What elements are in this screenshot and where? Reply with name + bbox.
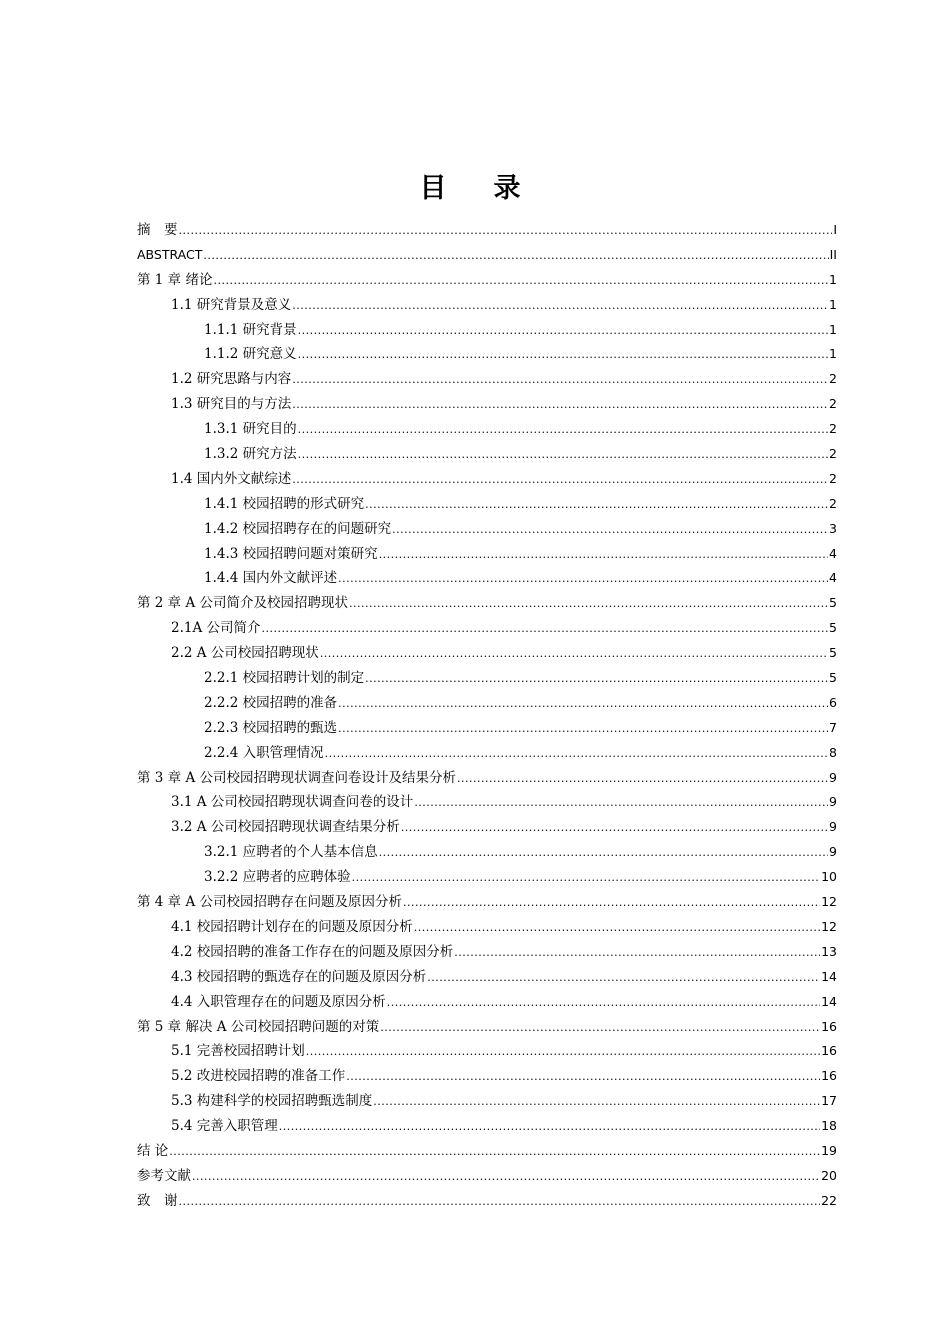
toc-entry[interactable]	[137, 741, 837, 766]
toc-entry-label: 1.2 研究思路与内容	[171, 371, 292, 388]
toc-entry[interactable]	[137, 890, 837, 915]
toc-entry[interactable]	[137, 815, 837, 840]
toc-entry-label: 1.3 研究目的与方法	[171, 396, 292, 413]
toc-entry[interactable]	[137, 616, 837, 641]
toc-entry-page-number: 5	[829, 595, 837, 611]
toc-entry[interactable]	[137, 965, 837, 990]
toc-entry-label: 5.1 完善校园招聘计划	[171, 1043, 305, 1060]
toc-entry-label: 1.4.2 校园招聘存在的问题研究	[204, 520, 392, 537]
toc-entry-page-number: 16	[821, 1018, 837, 1034]
toc-entry[interactable]	[137, 716, 837, 741]
toc-entry-page-number: 2	[829, 396, 837, 412]
toc-dot-leader	[352, 866, 820, 891]
toc-dot-leader	[338, 567, 828, 592]
toc-entry-label: 5.3 构建科学的校园招聘甄选制度	[171, 1093, 373, 1110]
toc-entry-page-number: 12	[821, 894, 837, 910]
toc-title: 目 录	[419, 173, 531, 204]
toc-dot-leader	[427, 966, 820, 991]
toc-dot-leader	[349, 592, 828, 617]
toc-entry-label: 2.2 A 公司校园招聘现状	[171, 645, 319, 662]
toc-entry-label: 1.1.2 研究意义	[204, 346, 297, 363]
toc-entry-page-number: 10	[821, 869, 837, 885]
toc-dot-leader	[346, 1065, 820, 1090]
toc-entry-page-number: 2	[829, 421, 837, 437]
toc-entry-label: 致 谢	[137, 1192, 178, 1209]
toc-dot-leader	[298, 443, 828, 468]
toc-entry-page-number: 14	[821, 968, 837, 984]
toc-entry[interactable]	[137, 293, 837, 318]
toc-entry-page-number: 1	[829, 271, 837, 287]
toc-dot-leader	[325, 742, 828, 767]
toc-dot-leader	[373, 1090, 820, 1115]
toc-entry[interactable]	[137, 1064, 837, 1089]
toc-dot-leader	[365, 667, 828, 692]
toc-entry[interactable]	[137, 1039, 837, 1064]
toc-entry[interactable]	[137, 268, 837, 293]
toc-entry-label: 1.4 国内外文献综述	[171, 470, 292, 487]
toc-entry-label: 第 4 章 A 公司校园招聘存在问题及原因分析	[137, 894, 403, 911]
toc-dot-leader	[213, 269, 828, 294]
toc-entry-label: 4.1 校园招聘计划存在的问题及原因分析	[171, 918, 413, 935]
toc-entry[interactable]	[137, 666, 837, 691]
toc-entry-page-number: 7	[829, 719, 837, 735]
toc-entry-label: 4.2 校园招聘的准备工作存在的问题及原因分析	[171, 943, 454, 960]
toc-entry-page-number: 9	[829, 844, 837, 860]
toc-dot-leader	[387, 991, 820, 1016]
toc-entry-page-number: 18	[821, 1118, 837, 1134]
toc-dot-leader	[292, 368, 828, 393]
toc-dot-leader	[298, 418, 828, 443]
toc-entry[interactable]	[137, 1189, 837, 1214]
toc-entry[interactable]	[137, 1114, 837, 1139]
toc-dot-leader	[203, 244, 828, 269]
toc-dot-leader	[403, 891, 820, 916]
toc-entry-page-number: 20	[821, 1167, 837, 1183]
toc-entry[interactable]	[137, 865, 837, 890]
toc-entry-page-number: 4	[829, 570, 837, 586]
toc-entry[interactable]	[137, 990, 837, 1015]
toc-entry[interactable]	[137, 218, 837, 243]
toc-entry-page-number: 5	[829, 620, 837, 636]
toc-entry-page-number: 2	[829, 470, 837, 486]
toc-entry-page-number: 2	[829, 495, 837, 511]
toc-dot-leader	[179, 1190, 821, 1215]
toc-entry-page-number: 19	[821, 1142, 837, 1158]
toc-dot-leader	[457, 767, 828, 792]
toc-entry-label: 5.4 完善入职管理	[171, 1118, 278, 1135]
toc-entry-label: 3.2.1 应聘者的个人基本信息	[204, 844, 378, 861]
toc-dot-leader	[338, 717, 828, 742]
toc-entry-page-number: 16	[821, 1043, 837, 1059]
toc-entry-page-number: 5	[829, 645, 837, 661]
toc-dot-leader	[338, 692, 828, 717]
toc-entry-page-number: 14	[821, 993, 837, 1009]
toc-dot-leader	[179, 219, 833, 244]
toc-entry-label: 1.4.1 校园招聘的形式研究	[204, 495, 365, 512]
toc-entry-page-number: 1	[829, 346, 837, 362]
toc-dot-leader	[169, 1140, 820, 1165]
toc-entry-label: 2.1A 公司简介	[171, 620, 261, 637]
toc-entry-page-number: 8	[829, 744, 837, 760]
toc-entry-label: 5.2 改进校园招聘的准备工作	[171, 1068, 346, 1085]
toc-dot-leader	[298, 319, 828, 344]
toc-entry-label: 4.4 入职管理存在的问题及原因分析	[171, 993, 386, 1010]
toc-entry[interactable]	[137, 517, 837, 542]
toc-entry-label: 2.2.2 校园招聘的准备	[204, 694, 338, 711]
toc-entry-label: 第 5 章 解决 A 公司校园招聘问题的对策	[137, 1018, 380, 1035]
toc-entry[interactable]	[137, 1089, 837, 1114]
toc-list	[137, 218, 837, 1214]
toc-entry-label: 第 2 章 A 公司简介及校园招聘现状	[137, 595, 349, 612]
toc-entry-page-number: 3	[829, 520, 837, 536]
toc-entry-page-number: 9	[829, 794, 837, 810]
toc-entry-label: 1.1.1 研究背景	[204, 321, 297, 338]
toc-entry[interactable]	[137, 1015, 837, 1040]
toc-entry[interactable]	[137, 840, 837, 865]
toc-entry-page-number: 5	[829, 670, 837, 686]
toc-dot-leader	[292, 294, 828, 319]
toc-entry[interactable]	[137, 243, 837, 268]
toc-entry-page-number: 16	[821, 1068, 837, 1084]
toc-entry-label: 1.1 研究背景及意义	[171, 296, 292, 313]
toc-dot-leader	[379, 841, 828, 866]
toc-entry[interactable]	[137, 566, 837, 591]
toc-entry-label: 1.4.4 国内外文献评述	[204, 570, 338, 587]
toc-entry[interactable]	[137, 591, 837, 616]
toc-entry-label: 2.2.3 校园招聘的甄选	[204, 719, 338, 736]
toc-entry[interactable]	[137, 641, 837, 666]
toc-entry-label: 1.3.1 研究目的	[204, 421, 297, 438]
toc-dot-leader	[379, 543, 828, 568]
toc-entry-page-number: 13	[821, 943, 837, 959]
toc-entry-label: 3.1 A 公司校园招聘现状调查问卷的设计	[171, 794, 414, 811]
toc-entry[interactable]	[137, 492, 837, 517]
toc-entry[interactable]	[137, 1164, 837, 1189]
toc-entry[interactable]	[137, 318, 837, 343]
toc-dot-leader	[279, 1115, 820, 1140]
toc-entry-page-number: 9	[829, 819, 837, 835]
toc-dot-leader	[262, 617, 829, 642]
toc-dot-leader	[365, 493, 828, 518]
toc-entry-page-number: 2	[829, 371, 837, 387]
toc-entry-page-number: II	[829, 246, 837, 262]
toc-entry-page-number: 1	[829, 321, 837, 337]
toc-entry-label: 2.2.1 校园招聘计划的制定	[204, 670, 365, 687]
toc-entry-label: 第 1 章 绪论	[137, 271, 213, 288]
toc-entry[interactable]	[137, 392, 837, 417]
toc-dot-leader	[320, 642, 828, 667]
toc-entry-label: 参考文献	[137, 1167, 191, 1184]
toc-entry-label: 第 3 章 A 公司校园招聘现状调查问卷设计及结果分析	[137, 769, 457, 786]
toc-entry-page-number: 9	[829, 769, 837, 785]
toc-entry[interactable]	[137, 915, 837, 940]
toc-dot-leader	[192, 1165, 820, 1190]
toc-entry[interactable]	[137, 417, 837, 442]
toc-dot-leader	[306, 1040, 820, 1065]
toc-entry[interactable]	[137, 342, 837, 367]
toc-dot-leader	[414, 791, 828, 816]
toc-entry-page-number: 1	[829, 296, 837, 312]
toc-dot-leader	[292, 393, 828, 418]
toc-entry-label: ABSTRACT	[137, 246, 203, 262]
toc-entry[interactable]	[137, 940, 837, 965]
toc-dot-leader	[298, 343, 828, 368]
toc-entry-label: 2.2.4 入职管理情况	[204, 744, 324, 761]
toc-entry-label: 3.2 A 公司校园招聘现状调查结果分析	[171, 819, 400, 836]
toc-dot-leader	[401, 816, 828, 841]
toc-entry-page-number: 2	[829, 446, 837, 462]
toc-entry[interactable]	[137, 542, 837, 567]
toc-entry-page-number: 4	[829, 545, 837, 561]
toc-dot-leader	[392, 518, 828, 543]
toc-entry[interactable]	[137, 691, 837, 716]
toc-entry-page-number: 12	[821, 918, 837, 934]
toc-entry-page-number: 22	[821, 1192, 837, 1208]
toc-entry[interactable]	[137, 467, 837, 492]
toc-dot-leader	[454, 941, 820, 966]
toc-entry[interactable]	[137, 790, 837, 815]
toc-entry-page-number: I	[833, 222, 837, 237]
toc-entry-page-number: 6	[829, 694, 837, 710]
toc-entry[interactable]	[137, 1139, 837, 1164]
toc-entry[interactable]	[137, 367, 837, 392]
toc-entry-label: 4.3 校园招聘的甄选存在的问题及原因分析	[171, 968, 427, 985]
toc-entry[interactable]	[137, 442, 837, 467]
toc-entry[interactable]	[137, 766, 837, 791]
toc-entry-label: 3.2.2 应聘者的应聘体验	[204, 869, 351, 886]
toc-entry-label: 结 论	[137, 1142, 169, 1159]
toc-entry-label: 1.3.2 研究方法	[204, 446, 297, 463]
toc-entry-label: 摘 要	[137, 222, 178, 238]
toc-dot-leader	[292, 468, 828, 493]
toc-dot-leader	[414, 916, 820, 941]
toc-entry-page-number: 17	[821, 1093, 837, 1109]
toc-entry-label: 1.4.3 校园招聘问题对策研究	[204, 545, 378, 562]
toc-dot-leader	[380, 1016, 820, 1041]
